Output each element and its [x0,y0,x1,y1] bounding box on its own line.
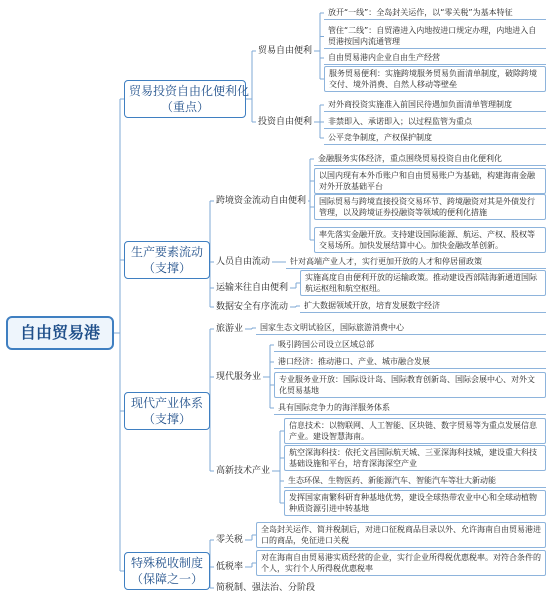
sub-investment-freedom: 投资自由便利 [258,117,313,127]
leaf-item: 实施高度自由便利开放的运输政策。推动建设西部陆海新通道国际航运枢纽和航空枢纽。 [300,270,546,296]
leaf-item: 生态环保、生物医药、新能源汽车、智能汽车等壮大新动能 [284,474,546,488]
leaf-item: 针对高端产业人才，实行更加开放的人才和停居留政策 [286,255,546,269]
branch-subtitle: （保障之一） [130,572,203,586]
leaf-item: 全岛封关运作、简并税制后，对进口征税商品目录以外、允许海南自由贸易港进口的商品，免征进口关税 [256,522,546,548]
leaf-item: 国际贸易与跨境直接投资交易环节、跨境融资对其是外债发行管理，以及跨境证券投融资等领域的便利化措施 [314,194,546,220]
leaf-item: 信息技术：以物联网、人工智能、区块链、数字贸易等为重点发展信息产业。建设智慧海南。 [284,418,546,444]
leaf-item: 发挥国家南繁科研育种基地优势，建设全球热带农业中心和全球动植物种质资源引进中转基地 [284,490,546,516]
branch-title: 特殊税收制度 [130,556,203,570]
leaf-item: 服务贸易便利：实施跨境服务贸易负面清单制度，破除跨境交付、境外消费、自然人移动等壁垒 [324,66,546,92]
sub-people-flow: 人员自由流动 [216,257,271,267]
leaf-item: 具有国际竞争力的海洋服务体系 [274,401,546,415]
sub-low-tax-rate: 低税率 [216,562,244,572]
leaf-item: 港口经济：推动港口、产业、城市融合发展 [274,355,546,369]
branch-title: 生产要素流动 [130,245,203,259]
leaf-item: 管住“二线”：自贸港进入内地按进口规定办理，内地进入自贸港按国内流通管理 [324,24,546,49]
leaf-item: 对在海南自由贸易港实质经营的企业，实行企业所得税优惠税率。对符合条件的个人，实行个人所得税优惠税率 [256,550,546,576]
sub-tourism: 旅游业 [216,324,244,334]
sub-zero-tariff: 零关税 [216,535,244,545]
leaf-item: 航空深海科技：依托文昌国际航天城、三亚深海科技城，建设重大科技基础设施和平台，培育深海深空产业 [284,445,546,471]
sub-simple-tax: 简税制、强法治、分阶段 [216,583,316,593]
branch-subtitle: （支撑） [142,412,191,426]
sub-modern-services: 现代服务业 [216,372,262,382]
branch-trade-investment [124,80,250,118]
sub-transport-flow: 运输来往自由便利 [216,283,289,293]
leaf-item: 以国内现有本外币账户和自由贸易账户为基础，构建海南金融对外开放基础平台 [314,168,546,194]
leaf-item: 专业服务业开放：国际设计岛、国际教育创新岛、国际会展中心、对外文化贸易基地 [274,372,546,398]
branch-special-tax [124,552,210,590]
sub-trade-freedom: 贸易自由便利 [258,46,313,56]
root-node-free-trade-port: 自由贸易港 [6,316,114,350]
leaf-item: 国家生态文明试验区，国际旅游消费中心 [256,321,546,335]
leaf-item: 自由贸易港内企业自由生产经营 [324,51,546,65]
sub-data-flow: 数据安全有序流动 [216,302,289,312]
branch-modern-industry [124,392,210,430]
branch-factor-flow [124,241,210,279]
leaf-item: 率先落实金融开放。支持建设国际能源、航运、产权、股权等交易场所。加快发展结算中心。加快金融改革创新。 [314,227,546,253]
leaf-item: 扩大数据领域开放，培育发展数字经济 [300,299,546,313]
leaf-item: 公平竞争制度，产权保护制度 [324,131,546,145]
leaf-item: 吸引跨国公司设立区域总部 [274,338,546,352]
leaf-item: 非禁即入、承诺即入；以过程监管为重点 [324,115,546,129]
branch-title: 贸易投资自由化便利化 [129,84,250,98]
branch-subtitle: （重点） [160,100,209,114]
sub-high-tech: 高新技术产业 [216,466,271,476]
leaf-item: 金融服务实体经济，重点围绕贸易投资自由化便利化 [314,152,546,166]
leaf-item: 对外商投资实施准入前国民待遇加负面清单管理制度 [324,98,546,112]
branch-subtitle: （支撑） [142,261,191,275]
branch-title: 现代产业体系 [130,396,203,410]
sub-capital-flow: 跨境资金流动自由便利 [216,196,307,206]
leaf-item: 放开“一线”：全岛封关运作，以“零关税”为基本特征 [324,6,546,20]
